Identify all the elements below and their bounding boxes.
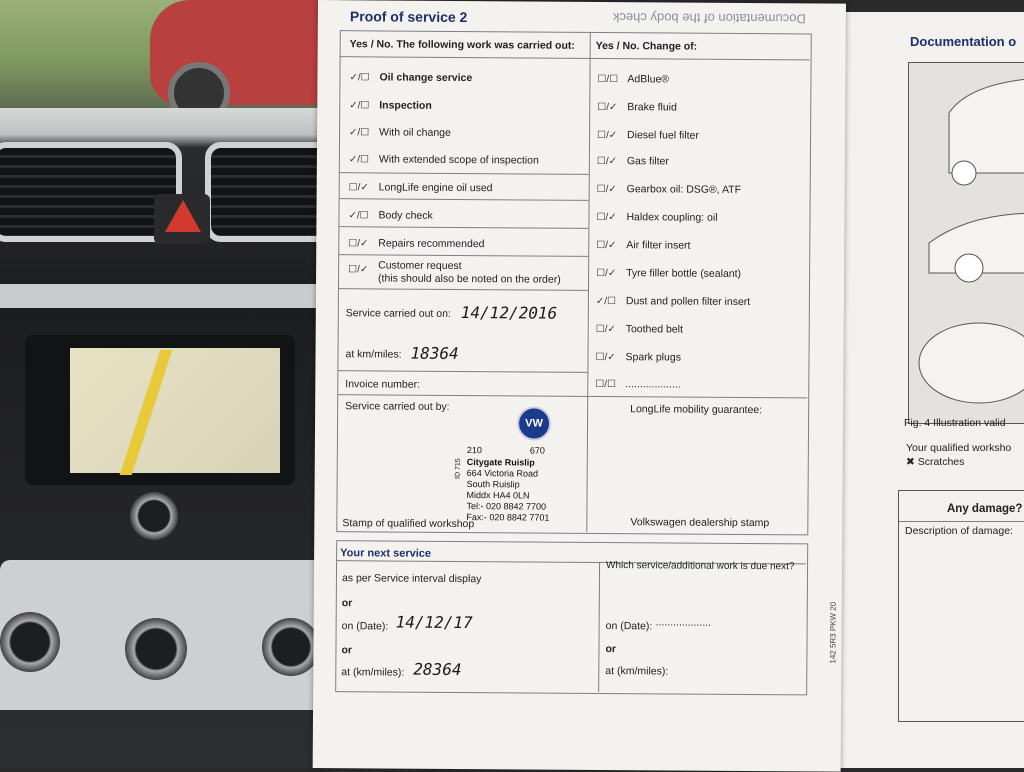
dashboard-trim — [0, 284, 340, 308]
checkbox-haldex[interactable]: ☐/✓ — [596, 211, 617, 224]
mirrored-title: Documentation of the body check — [612, 10, 806, 27]
item-body-check: Body check — [378, 209, 433, 222]
stamp-address-1: 664 Victoria Road — [466, 468, 539, 479]
checkbox-tyre-bottle[interactable]: ☐/✓ — [596, 267, 617, 280]
car-outline-icon — [909, 63, 1024, 423]
fig-caption: Fig. 4 Illustration valid — [904, 417, 1006, 429]
item-tyre-bottle: Tyre filler bottle (sealant) — [626, 267, 742, 280]
item-haldex: Haldex coupling: oil — [626, 211, 718, 224]
checkbox-longlife-oil[interactable]: ☐/✓ — [348, 182, 369, 194]
item-customer-request: Customer request — [378, 259, 462, 273]
item-diesel-filter: Diesel fuel filter — [627, 129, 699, 142]
next-or-1: or — [341, 597, 353, 610]
checkbox-other[interactable]: ☐/☐ — [595, 378, 617, 391]
item-oil-change-service: Oil change service — [379, 71, 473, 85]
item-gearbox-oil: Gearbox oil: DSG®, ATF — [626, 183, 742, 196]
stamp-label: Stamp of qualified workshop — [342, 517, 475, 531]
vw-logo-icon: VW — [517, 406, 551, 440]
service-by-label: Service carried out by: — [345, 400, 450, 413]
next-miles-label: at (km/miles): — [341, 666, 405, 679]
item-brake-fluid: Brake fluid — [627, 101, 677, 114]
mileage-label: at km/miles: — [345, 348, 402, 361]
stamp-side-id: ID 715 — [454, 458, 462, 480]
climate-knob-center — [125, 618, 187, 680]
scratches-label: ✖ Scratches — [906, 456, 965, 468]
checkbox-spark-plugs[interactable]: ☐/✓ — [595, 351, 616, 364]
next-right-miles-label: at (km/miles): — [605, 665, 669, 678]
next-miles-value[interactable]: 28364 — [413, 659, 462, 680]
item-inspection: Inspection — [379, 99, 432, 112]
item-gas-filter: Gas filter — [626, 155, 669, 168]
workshop-label: Your qualified worksho — [906, 442, 1012, 454]
item-air-filter: Air filter insert — [626, 239, 691, 252]
next-right-or: or — [605, 643, 617, 656]
longlife-label: LongLife mobility guarantee: — [630, 403, 763, 417]
next-date-label: on (Date): — [341, 620, 389, 633]
side-code: 142 5R3 PKW 20 — [828, 601, 838, 664]
damage-description: Description of damage: — [905, 525, 1013, 537]
stamp-telephone: Tel:- 020 8842 7700 — [466, 501, 547, 512]
checkbox-with-oil-change[interactable]: ✓/☐ — [349, 127, 370, 139]
item-extended-scope: With extended scope of inspection — [378, 153, 539, 167]
stamp-number-1: 210 — [466, 445, 482, 456]
item-repairs-recommended: Repairs recommended — [378, 237, 485, 251]
service-date-label: Service carried out on: — [345, 307, 451, 320]
checkbox-gearbox-oil[interactable]: ☐/✓ — [596, 183, 617, 196]
checkbox-inspection[interactable]: ✓/☐ — [349, 100, 370, 112]
checkbox-extended-scope[interactable]: ✓/☐ — [348, 154, 370, 166]
next-service-title: Your next service — [340, 547, 432, 560]
checkbox-adblue[interactable]: ☐/☐ — [597, 73, 619, 86]
divider — [899, 521, 1024, 522]
stamp-fax: Fax:- 020 8842 7701 — [466, 512, 550, 523]
item-pollen-filter: Dust and pollen filter insert — [625, 295, 751, 309]
item-toothed-belt: Toothed belt — [625, 323, 683, 336]
item-with-oil-change: With oil change — [379, 126, 451, 139]
service-booklet-page — [313, 0, 846, 772]
right-page-title: Documentation o — [910, 34, 1017, 49]
stamp-dealer-name: Citygate Ruislip — [466, 457, 535, 468]
next-or-2: or — [341, 644, 353, 657]
checkbox-gas-filter[interactable]: ☐/✓ — [596, 155, 618, 168]
checkbox-repairs[interactable]: ☐/✓ — [348, 238, 369, 250]
checkbox-customer-request[interactable]: ☐/✓ — [348, 264, 369, 276]
damage-box — [898, 490, 1024, 722]
checkbox-brake-fluid[interactable]: ☐/✓ — [597, 101, 618, 114]
page-title: Proof of service 2 — [349, 8, 468, 26]
item-spark-plugs: Spark plugs — [625, 351, 682, 364]
checkbox-toothed-belt[interactable]: ☐/✓ — [595, 323, 616, 336]
car-illustration — [908, 62, 1024, 424]
checkbox-diesel-filter[interactable]: ☐/✓ — [597, 129, 618, 142]
checkbox-body-check[interactable]: ✓/☐ — [348, 210, 369, 222]
stamp-address-2: South Ruislip — [466, 479, 520, 490]
next-right-date-dots: ................... — [655, 616, 712, 629]
next-interval: as per Service interval display — [341, 572, 482, 586]
invoice-label: Invoice number: — [345, 378, 421, 391]
mileage-value[interactable]: 18364 — [410, 343, 459, 363]
checkbox-pollen-filter[interactable]: ✓/☐ — [595, 295, 617, 308]
next-right-date-label: on (Date): — [605, 620, 653, 633]
item-adblue: AdBlue® — [627, 73, 670, 86]
hazard-triangle-icon — [165, 200, 201, 232]
item-longlife-oil: LongLife engine oil used — [378, 181, 493, 195]
service-date-value[interactable]: 14/12/2016 — [460, 303, 558, 323]
next-date-value[interactable]: 14/12/17 — [395, 612, 473, 633]
customer-request-note: (this should also be noted on the order) — [378, 272, 561, 286]
right-column-header: Yes / No. Change of: — [595, 39, 698, 53]
damage-title: Any damage? — [947, 503, 1023, 515]
vw-stamp-label: Volkswagen dealership stamp — [630, 516, 770, 530]
nav-knob — [130, 492, 178, 540]
left-column-header: Yes / No. The following work was carried out: — [349, 38, 575, 52]
stamp-address-3: Middx HA4 0LN — [466, 490, 530, 501]
climate-knob-left — [0, 612, 60, 672]
next-work-question: Which service/additional work is due next? — [606, 560, 795, 573]
right-booklet-page — [838, 12, 1024, 768]
checkbox-air-filter[interactable]: ☐/✓ — [596, 239, 617, 252]
checkbox-oil-change[interactable]: ✓/☐ — [349, 72, 370, 84]
item-other: ................... — [625, 378, 681, 391]
stamp-number-2: 670 — [529, 445, 545, 456]
climate-knob-right — [262, 618, 320, 676]
nav-screen — [70, 348, 280, 473]
